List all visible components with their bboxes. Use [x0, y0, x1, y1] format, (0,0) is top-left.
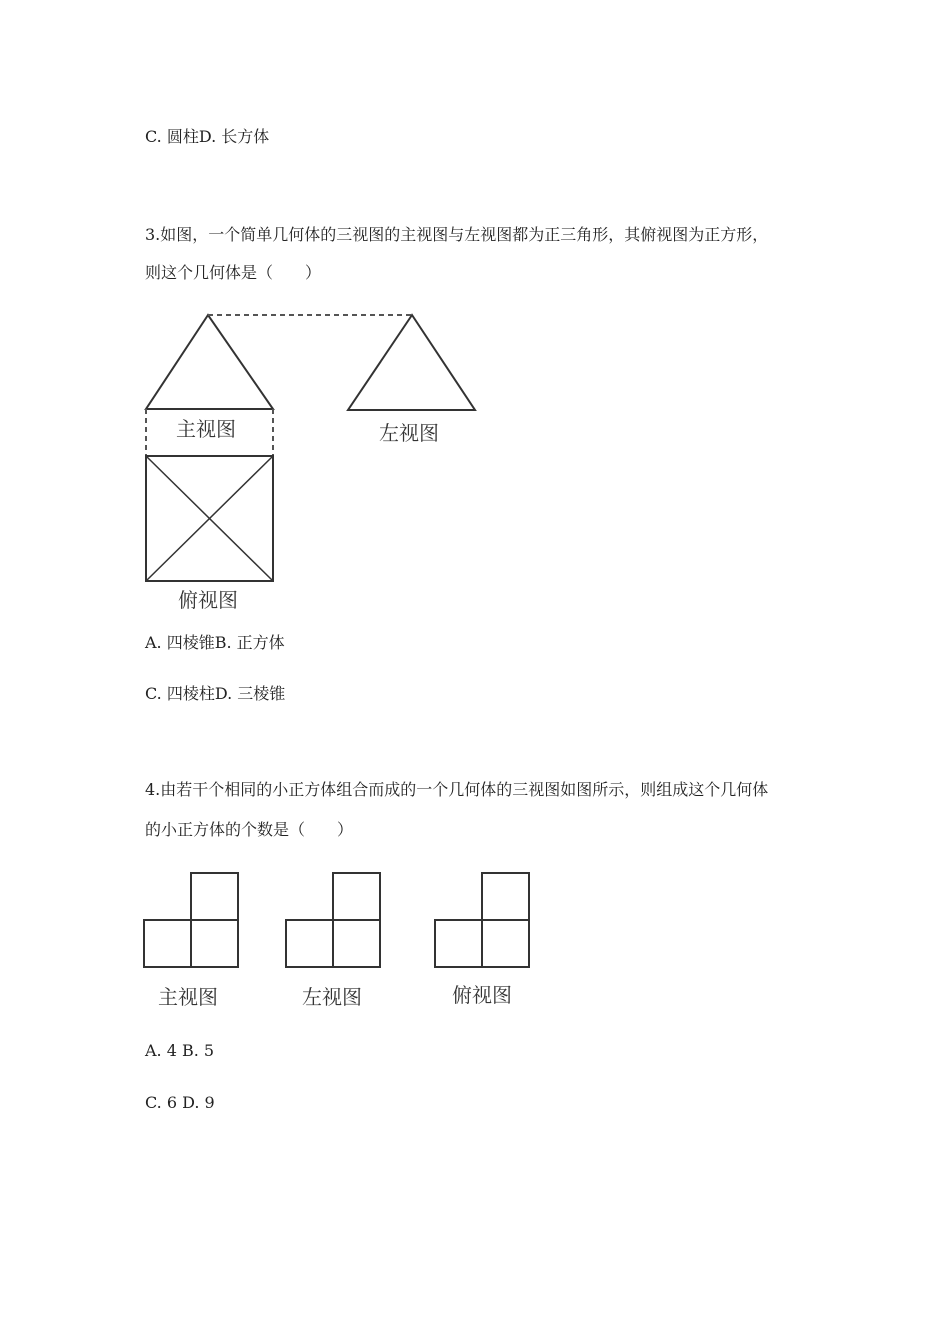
- question-4-options-ab: A. 4 B. 5: [145, 1041, 215, 1060]
- q3-front-view-label: 主视图: [176, 417, 236, 441]
- q4-left-view: [286, 873, 380, 967]
- question-3-options-ab: A. 四棱锥B. 正方体: [145, 633, 285, 652]
- q4-left-view-label: 左视图: [302, 985, 362, 1009]
- q4-top-view-label: 俯视图: [452, 983, 512, 1007]
- question-3-stem-line1: 3.如图，一个简单几何体的三视图的主视图与左视图都为正三角形，其俯视图为正方形，: [145, 225, 769, 244]
- q4-front-view-label: 主视图: [158, 985, 218, 1009]
- question-3-options-cd: C. 四棱柱D. 三棱锥: [145, 684, 286, 703]
- question-4-stem-line2: 的小正方体的个数是（ ）: [145, 820, 354, 839]
- q3-left-view-label: 左视图: [379, 421, 439, 445]
- left-view-triangle: [348, 315, 475, 410]
- question-4-options-cd: C. 6 D. 9: [145, 1093, 215, 1112]
- q3-top-view-label: 俯视图: [178, 588, 238, 612]
- q4-top-view: [435, 873, 529, 967]
- q4-front-view: [144, 873, 238, 967]
- question-2-options-cd: C. 圆柱D. 长方体: [145, 127, 270, 146]
- front-view-triangle: [146, 315, 273, 409]
- question-4-stem-line1: 4.由若干个相同的小正方体组合而成的一个几何体的三视图如图所示，则组成这个几何体: [145, 780, 769, 799]
- question-3-stem-line2: 则这个几何体是（ ）: [145, 263, 322, 282]
